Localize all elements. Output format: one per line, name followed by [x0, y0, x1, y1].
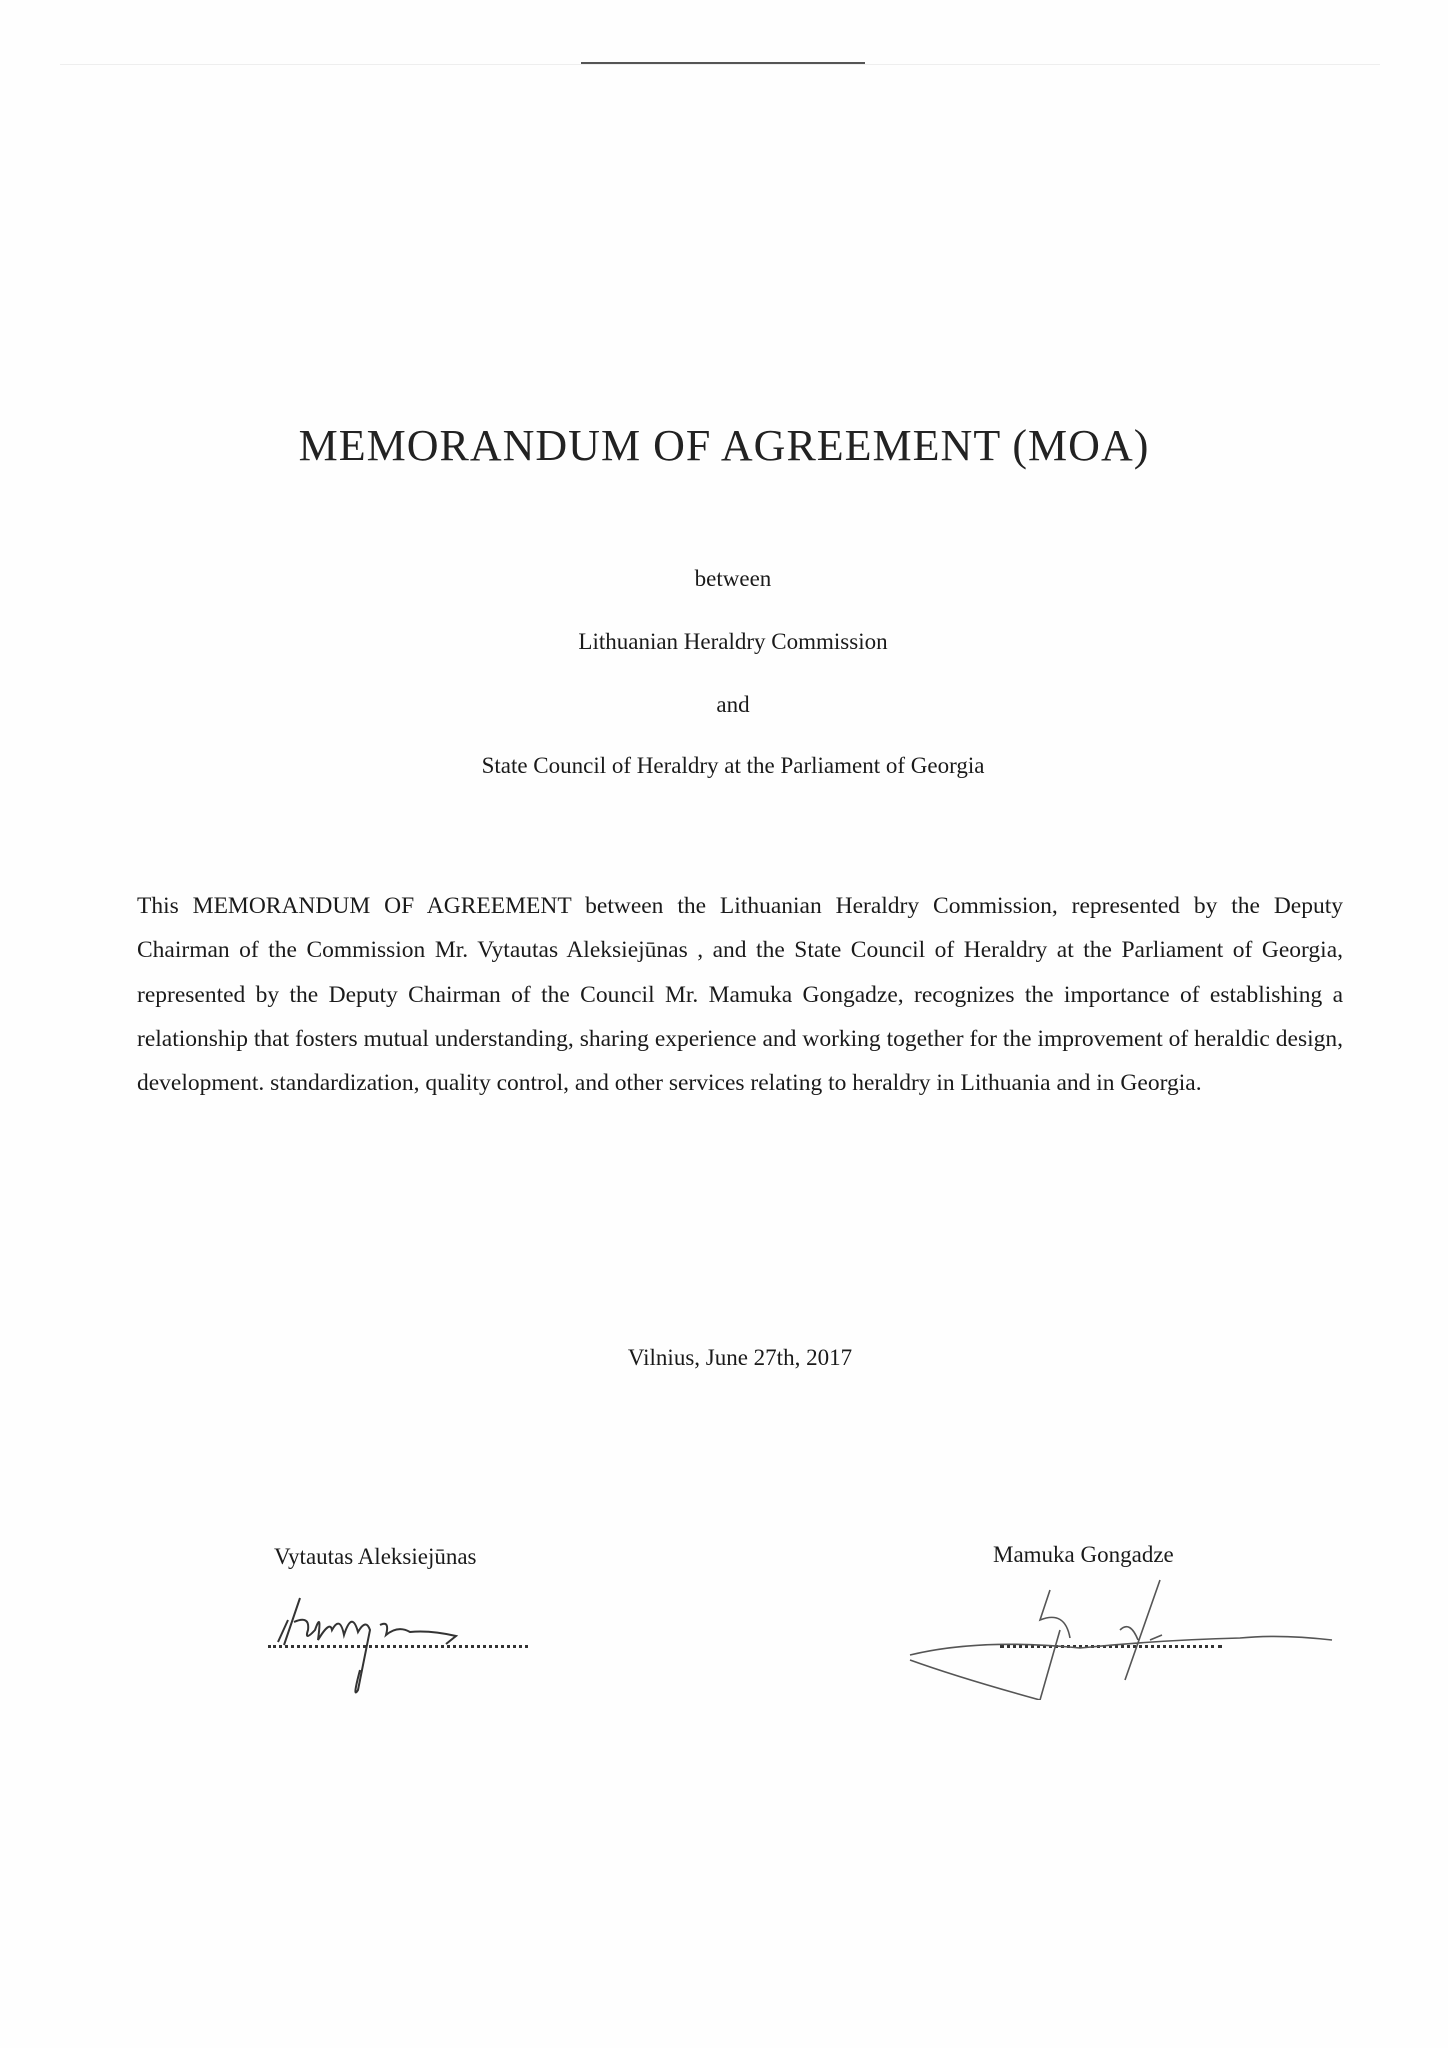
agreement-body: This MEMORANDUM OF AGREEMENT between the Lithuanian Heraldry Commission, represented by the Deputy Chairman of the Commission Mr. Vytautas Aleksiejūnas , and the State Council of Heraldry at the Parliament of Georgia, represented by the Deputy Chairman of the Council Mr. Mamuka Gongadze, recognizes the importance of establishing a relationship that fosters mutual understanding, sharing experience and working together for the improvement of heraldic design, development. standardization, quality control, and other services relating to heraldry in Lithuania and in Georgia. [137, 893, 1343, 1097]
document-title: MEMORANDUM OF AGREEMENT (MOA) [298, 421, 1150, 470]
signatory-1-name: Vytautas Aleksiejūnas [274, 1544, 477, 1569]
and-label: and [716, 692, 750, 717]
signature-2 [900, 1560, 1340, 1700]
party-2: State Council of Heraldry at the Parliament of Georgia [481, 753, 985, 778]
place-date: Vilnius, June 27th, 2017 [627, 1345, 853, 1370]
signatory-2-name: Mamuka Gongadze [993, 1542, 1174, 1567]
between-label: between [694, 566, 772, 591]
party-1: Lithuanian Heraldry Commission [578, 629, 888, 654]
signature-1 [260, 1570, 580, 1700]
scan-edge-line [60, 64, 1380, 65]
